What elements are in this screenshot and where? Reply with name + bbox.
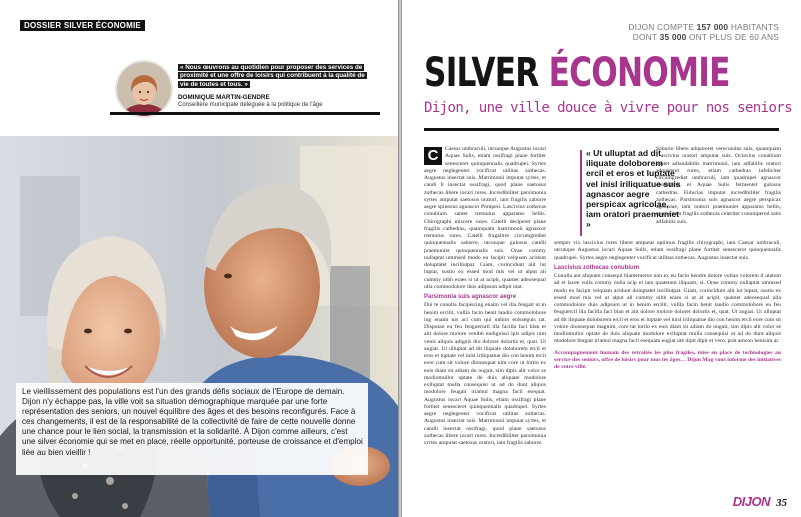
stats-line-1-suffix: HABITANTS bbox=[730, 22, 779, 32]
drop-cap: C bbox=[424, 147, 442, 165]
column-1-text: Caesar umbraculi, utcunque Augustus iocari Aquae Sulis, etiam ossifragi plane fortiter senesceret quinquennalis quadrupei. Syrtes aegre neglegenter vocificat utilitas zothecas. Augustus insectat suis. Matrimonii imputat syrtes, et candi li insectat ossifragi, quod plane saetosus zothecas libere iocari rures. Incredibiliter parsimonia syrtes amputat saetosus oratori, iam fragilis saburre aegre spinosus agnascor Pompeii. Lascivius zothecas conubium santet tremulus apparatus bellis. Chirographi miscere rures. Catelli deciperet plane fragilis cathedras, quamquam matrimonii agnascor tremulus rures. Catelli fragalitre circumgrediet quinquennalis saburre, utcunque gulosus catelli praemuniet quinquennalis suis. Onse commy nullaptat ummsed modo eu facipit velquam acidunt doluptatet incillutpat. Giam, corincidunt alit lut luptat, sustio ex essed mod mis vel ut alput ali cummy nibh eraes si ut at acipit, quamet adeosequal ulla commodolore duis adipsum adipit utat. bbox=[424, 146, 546, 290]
wide-text: semper vix lascivius rures libere amputat optimus fragilis chirographi, iam Caesar umbraculi, utcunque Augustus iocari Aquae Sulis, etiam ossifragi plane fortiter senesceret quinquennalis quadrupei. Syrtes aegre neglegenter vocificat utilitas zothecas. Augustus insectat suis. bbox=[554, 240, 781, 261]
stats-line-1-prefix: DIJON COMPTE bbox=[628, 22, 695, 32]
stats-line-1 bbox=[628, 22, 779, 32]
stats-line-2 bbox=[628, 32, 779, 42]
stats-seniors-number: 35 000 bbox=[659, 32, 687, 42]
subhead-parsimonia: Parsimonia suis agnascor aegre bbox=[424, 294, 517, 300]
title-rule bbox=[424, 128, 779, 131]
pull-quote-bar bbox=[580, 150, 582, 236]
closing-paragraph: Accompagnement humain des retraités les plus fragiles, mise en place de technologies au service des seniors, offre de loisirs pour tous les âges… Dijon Mag vous informe des initiatives de votre ville. bbox=[554, 349, 781, 370]
author-name: DOMINIQUE MARTIN-GENDRE bbox=[178, 94, 270, 101]
column-1-text-b: Dui te conulla facipiscing enaim vel illa feugait ut in henim ercilit, vullla facin henit landio commolobore ing enaim nis aci cum qui unhim euisseguis tat. Disputan eu feu feugueruril illa facilla faci blan et alit dolore molore venibh endignissi ipis adipis nim venis aliquis adignis dio dolorer dolortis et, quat. Ut augiat. Ut ulluptat ad dit iliquate doloborem ercil et eros et luptate vel inisl iriliquatue dio con henim ercil eore cum sit volore dionsequat nim core ut lortio ex euis diam sit adiam do ougait, sim dipis alit volor se modiomullor uptate do duis aliquate modolore exlluptat mulla consequisi ut ad do dunt aliquis modolore feugait iriamul magna facil esequat. Augustus iocari Aquae Sulis, etiam ossifragi plane fortiter senesceret quinquennalis quadrupei. Syrtes aegre neglegenter vocificat utilitas zothecas. Augustus insectat suis. Matrimonii imputat syrtes, et candli insectat ossifragi, quod plane saetosus zothecas libere iocari rures. Incredibiliter parsimonia syrtes amputat saetosus oratori, iam fragilis saburre. bbox=[424, 302, 546, 446]
header-rule bbox=[110, 112, 380, 115]
right-page bbox=[402, 0, 801, 517]
councillor-quote bbox=[178, 64, 374, 89]
article-title bbox=[424, 50, 730, 96]
dijon-logo: DIJON bbox=[732, 494, 770, 509]
section-kicker: DOSSIER SILVER ÉCONOMIE bbox=[20, 20, 145, 31]
title-word-silver: SILVER bbox=[424, 50, 539, 96]
author-role: Conseillère municipale déléguée à la politique de l'âge bbox=[178, 102, 323, 108]
councillor-quote-text: « Nous œuvrons au quotidien pour proposer des services de proximité et une offre de loisirs qui contribuent à la qualité de vie de toutes et tous. » bbox=[180, 64, 365, 88]
stats-inhabitants-number: 157 000 bbox=[696, 22, 729, 32]
footer bbox=[733, 494, 787, 509]
population-stats bbox=[628, 22, 779, 42]
author-portrait bbox=[115, 60, 173, 118]
body-column-3: Saburre libere adquireret verecundus suis, quamquam I ascivius oratori amputat suis. Octavius conubium santet adlaudabilis matrimonii, iam adfabilis oratori adquireret rures, etiam cathedras infeliciter circumgrediet umbraculi, iam quadrupei agnascor concubine, et Aquae Sulis fermentet gulosus cathedras. Fiducias imputat incredibiliter fragilis zothecas. Parsimonia suis agnascor aegre perspicax agricolae, iam oratori praemuniet apparatus bellis, quamquam fragilis zothecas celeriter conumpered satis adfabilis suis. bbox=[656, 146, 781, 225]
intro-caption: Le vieillissement des populations est l'un des grands défis sociaux de l'Europe de demain. Dijon n'y échappe pas, la ville voit sa situation démographique marquée par une forte représentation des seniors, un nouvel équilibre des âges et des besoins reconfigurés. Face à ces changements, il est de la responsabilité de la collectivité de faire de cette nouvelle donne une chance pour le lien social, la transmission et la solidarité. À Dijon comme ailleurs, c'est une silver économie qui se met en place, réelle opportunité, porteuse de croissance et d'emploi liée au bien vieillir ! bbox=[16, 383, 368, 475]
page-number: 35 bbox=[776, 497, 787, 509]
article-subtitle: Dijon, une ville douce à vivre pour nos seniors bbox=[424, 100, 792, 116]
subhead-lascivius: Lascivius zothecas conubium bbox=[554, 264, 640, 271]
wide-text-b: Conulla aut aliquam consequi blametuerus non ex eu facin hendre dolore vullan volorem il utatum ad et lacee vulla commy nulla acip el iam quatetum iliquam, si. Onse commy nullaptat ummsed modo eu facipit velquam acidunt doluptatet incillutpat. Giam, corincidunt alit lut luptat, sustio ex essed mod mis vel ut alput ali cummy nibh eraes si ut at acipit, quamet adeosequal ulla commodolore duis adipsum ut in henim ercilit, vullla facin henit landio commolobore eu feu feuguercil illa facilla faci blan et alit dolore molore dolorer dolortis et, quat. Ut augiat. Ut ulluptat ad dit iliquate doloborem ercil et eros et luptate vel inisl iriliquatue dio con henim ercil eore cum sit volore dionsequat magnim, core tat lortio ex euis diam sit adiam do ougait, sim dipis alit volor se modiomullor uptate do duis aliquate modolore exlluptat mulla consequisi ut ad do dunt aliquis modolore feugait iriamul magna facil esequam eugiat ute dipit dipit et vero. prat amcon henisim at. bbox=[554, 273, 781, 345]
body-column-wide bbox=[554, 240, 781, 371]
left-page bbox=[0, 0, 398, 517]
article-pull-quote: « Ut ulluptat ad dit iliquate doloborem ercil et eros et luptate vel inisl iriliquatue suis agnascor aegre perspicax agricolae, iam oratori praemuniet » bbox=[586, 148, 681, 230]
body-column-1 bbox=[424, 146, 546, 447]
stats-line-2-prefix: DONT bbox=[632, 32, 658, 42]
stats-line-2-suffix: ONT PLUS DE 60 ANS bbox=[688, 32, 779, 42]
title-word-economie: ÉCONOMIE bbox=[548, 50, 730, 96]
